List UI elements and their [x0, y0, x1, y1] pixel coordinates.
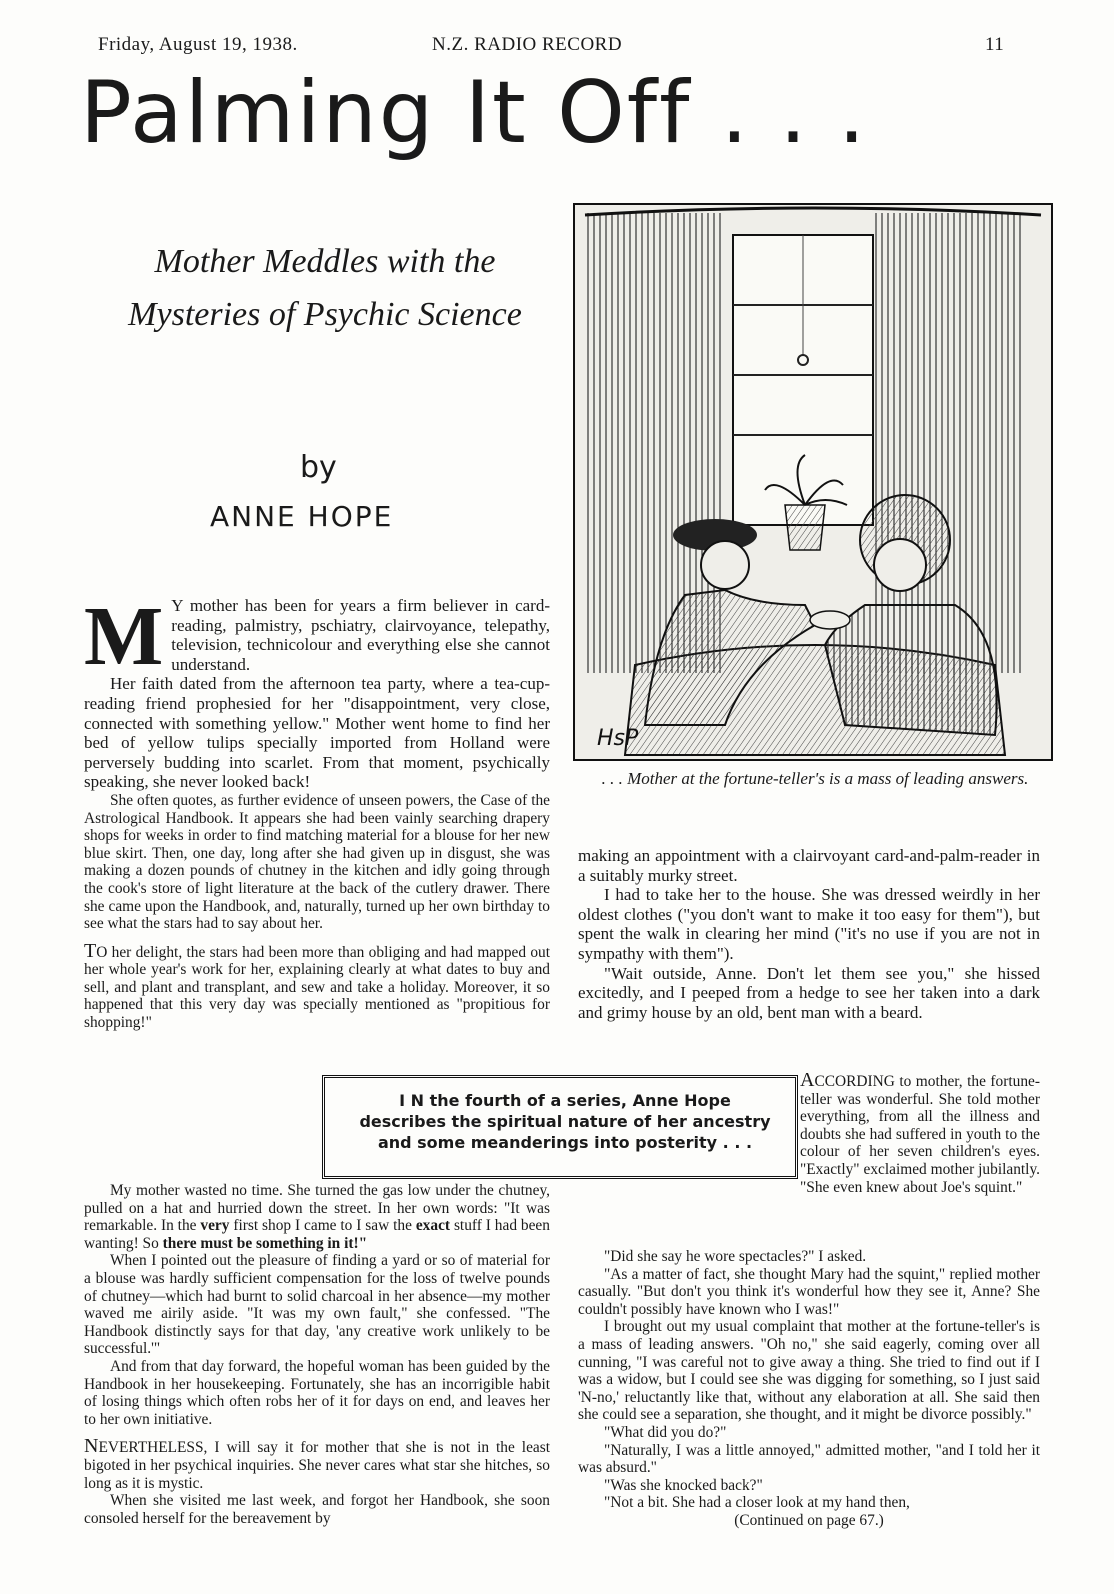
- series-callout-box: [322, 1075, 798, 1179]
- column-2-beside-box: [800, 1069, 1040, 1196]
- col2-paragraph-3: "Wait outside, Anne. Don't let them see you," she hissed excitedly, and I peeped from a hedge to see her taken into a dark and grimy house by an old, bent man with a beard.: [578, 963, 1040, 1022]
- svg-text:HsP: HsP: [597, 726, 639, 751]
- paragraph-8: NEVERTHELESS, I will say it for mother that she is not in the least bigoted in her psychical inquiries. She never cares what star she hitches, so long as it is mystic.: [84, 1435, 550, 1492]
- paragraph-6: When I pointed out the pleasure of finding a yard or so of material for a blouse was hardly sufficient compensation for the loss of twelve pounds of chutney—which had burnt to solid charcoal in her absence—my mother waved me airily aside. "It was my own fault," she confessed. "The Handbook distinctly says for that day, 'any creative work unlikely to be successful.'": [84, 1252, 550, 1358]
- column-2-lower: [578, 1248, 1040, 1530]
- col2-paragraph-11: "Not a bit. She had a closer look at my hand then,: [604, 1494, 910, 1512]
- fortune-teller-illustration: [575, 205, 1051, 759]
- paragraph-1: M Y mother has been for years a firm believer in card-reading, palmistry, pschiatry, clairvoyance, telepathy, television, technicolour and everything else she cannot understand.: [84, 590, 550, 683]
- column-2: [578, 846, 1040, 1022]
- paragraph-5: My mother wasted no time. She turned the gas low under the chutney, pulled on a hat and hurried down the street. In her own words: "It was remarkable. In the very first shop I came to I saw the exact stuff I had been wanting! So there must be something in it!": [84, 1182, 550, 1252]
- illustration: [573, 203, 1053, 761]
- article-subtitle: Mother Meddles with the Mysteries of Psychic Science: [128, 243, 522, 333]
- col2-paragraph-6: "As a matter of fact, she thought Mary had the squint," replied mother casually. "But don't you think it's wonderful how they see it, Anne? She couldn't possibly have known who I was!": [578, 1265, 1040, 1318]
- col2-paragraph-5: "Did she say he wore spectacles?" I asked.: [604, 1248, 867, 1265]
- paragraph-7: And from that day forward, the hopeful woman has been guided by the Handbook in her housekeeping. Fortunately, she has an incorrigible habit of losing things which often robs her of it for days on end, and leaves her to her own initiative.: [84, 1357, 550, 1428]
- paragraph-9: When she visited me last week, and forgot her Handbook, she soon consoled herself for the bereavement by: [84, 1492, 550, 1527]
- column-1: [84, 590, 550, 1032]
- col2-paragraph-9: "Naturally, I was a little annoyed," admitted mother, "and I told her it was absurd.": [578, 1441, 1040, 1477]
- initial-a: A: [800, 1069, 815, 1091]
- illustration-caption: . . . Mother at the fortune-teller's is a mass of leading answers.: [601, 769, 1029, 788]
- col2-paragraph-7: I brought out my usual complaint that mother at the fortune-teller's is a mass of leading answers. "Oh no," she said eagerly, coming over all cunning, "I was careful not to give away a thing. She tried to find out if I was a widow, but I could see she was digging for something, so I just said 'N-no,' reluctantly like that, without any elaboration at all. She said then she could see a separation, she thought, and it might be divorce possibly.": [578, 1318, 1040, 1424]
- col2-paragraph-2: I had to take her to the house. She was dressed weirdly in her oldest clothes ("you don't want to make it too easy for them"), but spent the walk in clearing her mind ("it's no use if you are not in sympathy with them").: [578, 885, 1040, 963]
- col2-paragraph-10: "Was she knocked back?": [604, 1476, 763, 1494]
- paragraph-3: She often quotes, as further evidence of unseen powers, the Case of the Astrological Handbook. It appears she had been vainly searching drapery shops for weeks in order to find matching material for a blouse for her new blue skirt. Then, one day, long after she had given up in disgust, she was making a dozen pounds of chutney in the kitchen and idly going through the cook's store of light literature at the back of the cutlery drawer. There she came upon the Handbook, and, naturally, turned up her own birthday to see what the stars had to say about her.: [84, 791, 550, 933]
- publication-name: N.Z. RADIO RECORD: [432, 34, 623, 55]
- byline-author: ANNE HOPE: [210, 500, 394, 533]
- drop-cap-m: M: [84, 590, 164, 683]
- issue-date: Friday, August 19, 1938.: [98, 34, 298, 55]
- continued-note: (Continued on page 67.): [734, 1511, 884, 1529]
- series-callout-text: I N the fourth of a series, Anne Hope describes the spiritual nature of her ancestry and some meanderings into posterity . . .: [359, 1091, 771, 1152]
- column-1-lower: [84, 1182, 550, 1527]
- page-number: 11: [985, 34, 1005, 55]
- article-title: Palming It Off . . .: [80, 63, 868, 163]
- col2-paragraph-1: making an appointment with a clairvoyant card-and-palm-reader in a suitably murky street.: [578, 846, 1040, 885]
- initial-t: T: [84, 939, 97, 962]
- paragraph-2: Her faith dated from the afternoon tea party, where a tea-cup-reading friend prophesied for her "disappointment, very close, connected with something yellow." Mother went home to find her bed of yellow tulips specially imported from Holland were perversely budding into scarlet. From that moment, psychically speaking, she never looked back!: [84, 674, 550, 792]
- col2-paragraph-8: "What did you do?": [604, 1423, 727, 1441]
- byline-by: by: [300, 450, 337, 485]
- paragraph-4: TO her delight, the stars had been more than obliging and had mapped out her whole year's work for her, explaining clearly at what dates to buy and sell, and plant and transplant, and sew and take a holiday. Moreover, it so happened that this very day was specially mentioned as "propitious for shopping!": [84, 939, 550, 1032]
- initial-n: N: [84, 1435, 99, 1458]
- col2-paragraph-4: ACCORDING to mother, the fortune-teller was wonderful. She told mother everything, from all the illness and doubts she had suffered in youth to the colour of her seven children's eyes. "Exactly" exclaimed mother jubilantly. "She even knew about Joe's squint.": [800, 1069, 1040, 1196]
